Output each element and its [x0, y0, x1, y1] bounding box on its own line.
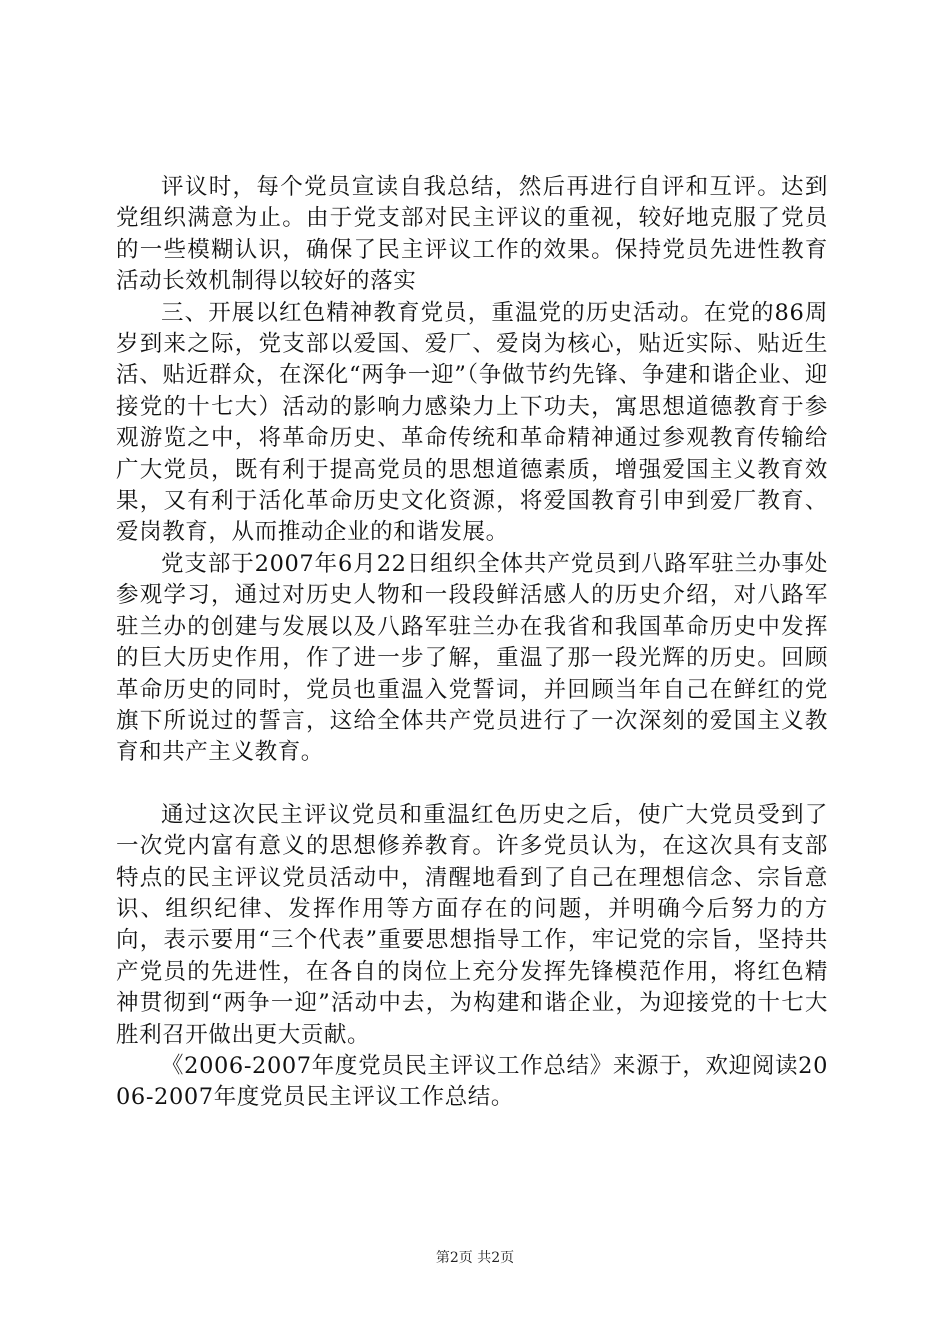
page-number-footer: 第2页 共2页 [435, 1250, 515, 1266]
paragraph-red-spirit-education: 三、开展以红色精神教育党员，重温党的历史活动。在党的86周岁到来之际，党支部以爱国、爱厂、爱岗为核心，贴近实际、贴近生活、贴近群众，在深化“两争一迎”（争做节约先锋、争建和谐企业、迎接党的十七大）活动的影响力感染力上下功夫，寓思想道德教育于参观游览之中，将革命历史、革命传统和革命精神通过参观教育传输给广大党员，既有利于提高党员的思想道德素质，增强爱国主义教育效果，又有利于活化革命历史文化资源，将爱国教育引申到爱厂教育、爱岗教育，从而推动企业的和谐发展。 [116, 299, 828, 546]
document-body [116, 172, 828, 1114]
paragraph-source-note: 《2006-2007年度党员民主评议工作总结》来源于，欢迎阅读2006-2007年度党员民主评议工作总结。 [116, 1052, 828, 1111]
paragraph-eighth-route-army-visit: 党支部于2007年6月22日组织全体共产党员到八路军驻兰办事处参观学习，通过对历史人物和一段段鲜活感人的历史介绍，对八路军驻兰办的创建与发展以及八路军驻兰办在我省和我国革命历史中发挥的巨大历史作用，作了进一步了解，重温了那一段光辉的历史。回顾革命历史的同时，党员也重温入党誓词，并回顾当年自己在鲜红的党旗下所说过的誓言，这给全体共产党员进行了一次深刻的爱国主义教育和共产主义教育。 [116, 550, 828, 766]
paragraph-conclusion: 通过这次民主评议党员和重温红色历史之后，使广大党员受到了一次党内富有意义的思想修养教育。许多党员认为，在这次具有支部特点的民主评议党员活动中，清醒地看到了自己在理想信念、宗旨意识、组织纪律、发挥作用等方面存在的问题，并明确今后努力的方向，表示要用“三个代表”重要思想指导工作，牢记党的宗旨，坚持共产党员的先进性，在各自的岗位上充分发挥先锋模范作用，将红色精神贯彻到“两争一迎”活动中去，为构建和谐企业，为迎接党的十七大胜利召开做出更大贡献。 [116, 801, 828, 1048]
paragraph-spacer [116, 769, 828, 800]
paragraph-self-evaluation: 评议时，每个党员宣读自我总结，然后再进行自评和互评。达到党组织满意为止。由于党支部对民主评议的重视，较好地克服了党员的一些模糊认识，确保了民主评议工作的效果。保持党员先进性教育活动长效机制得以较好的落实 [116, 174, 828, 295]
